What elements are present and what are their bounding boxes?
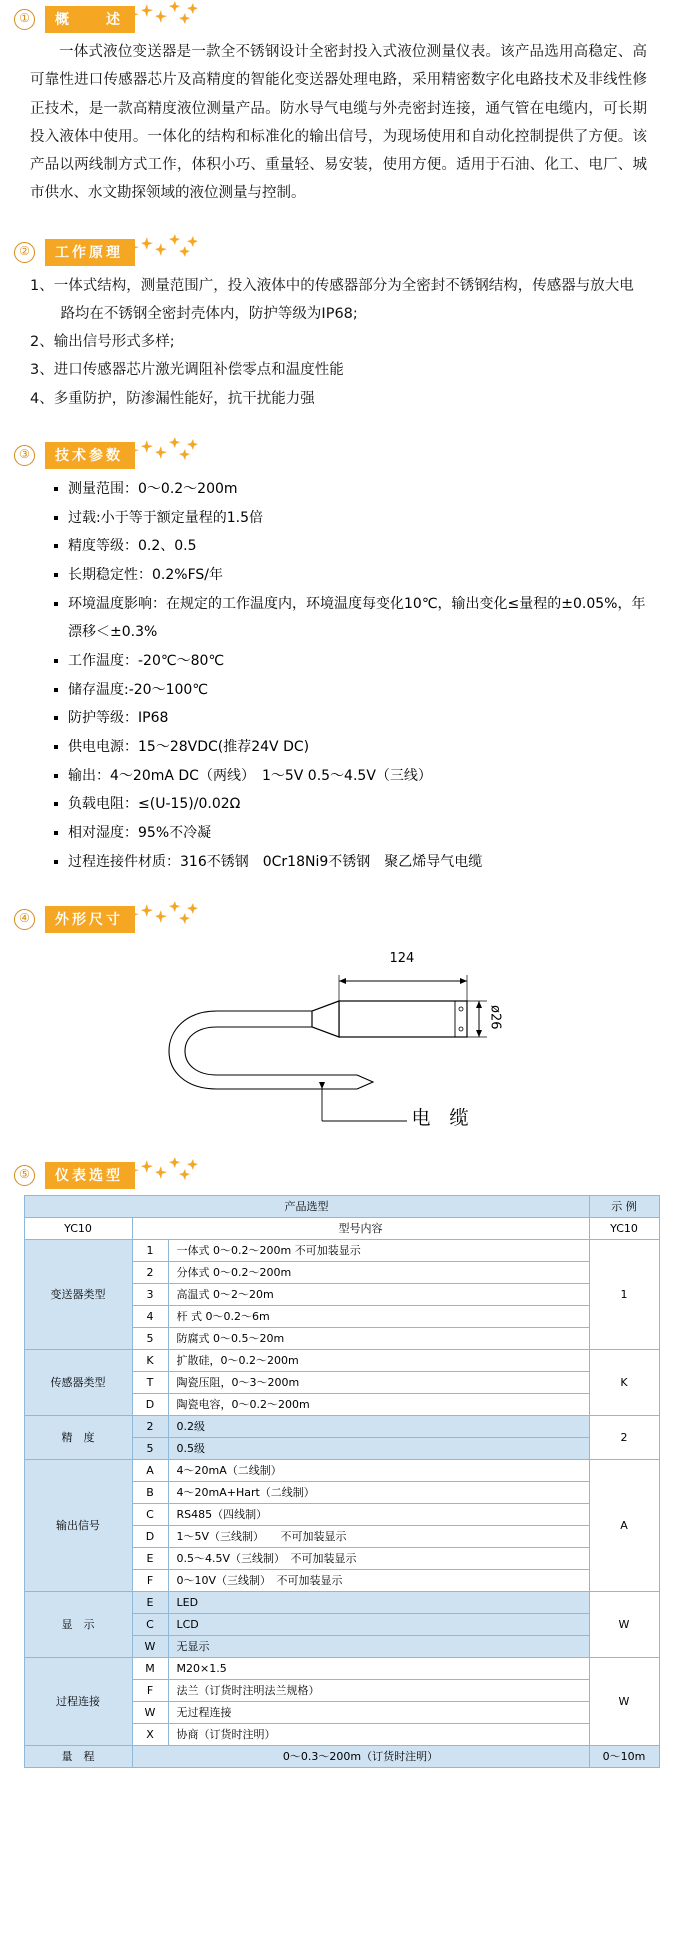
option-code: M [132,1657,168,1679]
option-text: 0～10V（三线制） 不可加装显示 [168,1569,589,1591]
option-text: 高温式 0～2～20m [168,1283,589,1305]
option-text: 无过程连接 [168,1701,589,1723]
option-text: 杆 式 0～0.2～6m [168,1305,589,1327]
sparkle-decoration-icon [125,232,205,262]
option-text: 一体式 0～0.2～200m 不可加装显示 [168,1239,589,1261]
table-row [24,1239,659,1261]
option-code: C [132,1613,168,1635]
list-item: 工作温度：-20℃～80℃ [54,647,653,676]
section-header-selection [14,1163,683,1189]
group-example: 2 [589,1415,659,1459]
table-model-code: YC10 [24,1217,132,1239]
table-row [24,1745,659,1767]
option-code: T [132,1371,168,1393]
overview-paragraph: 一体式液位变送器是一款全不锈钢设计全密封投入式液位测量仪表。该产品选用高稳定、高可靠性进口传感器芯片及高精度的智能化变送器处理电路，采用精密数字化电路技术及非线性修正技术，是一款高精度液位测量产品。防水导气电缆与外壳密封连接，通气管在电缆内，可长期投入液体中使用。一体化的结构和标准化的输出信号，为现场使用和自动化控制提供了方便。该产品以两线制方式工作，体积小巧、重量轻、易安装，使用方便。适用于石油、化工、电厂、城市供水、水文勘探领域的液位测量与控制。 [30,44,647,202]
section-number-1: ① [14,9,35,30]
section-title-dimensions: 外形尺寸 [45,906,135,933]
section-header-overview [14,6,683,32]
option-text: LCD [168,1613,589,1635]
table-group-label: 量 程 [24,1745,132,1767]
option-text: 分体式 0～0.2～200m [168,1261,589,1283]
option-text: 无显示 [168,1635,589,1657]
table-group-label: 传感器类型 [24,1349,132,1415]
table-model-content-header: 型号内容 [132,1217,589,1239]
list-item: 储存温度:-20～100℃ [54,676,653,705]
sparkle-decoration-icon [125,899,205,929]
table-header-product: 产品选型 [24,1195,589,1217]
option-code: W [132,1701,168,1723]
group-example: W [589,1657,659,1745]
section-number-5: ⑤ [14,1165,35,1186]
list-item: 过程连接件材质：316不锈钢 0Cr18Ni9不锈钢 聚乙烯导气电缆 [54,848,653,877]
table-header-example: 示 例 [589,1195,659,1217]
option-code: 5 [132,1437,168,1459]
selection-table [24,1195,660,1768]
cable-label: 电 缆 [411,1106,469,1129]
option-code: E [132,1547,168,1569]
option-code: X [132,1723,168,1745]
table-group-label: 精 度 [24,1415,132,1459]
group-example: 0～10m [589,1745,659,1767]
list-item: 长期稳定性：0.2%FS/年 [54,561,653,590]
option-text: 4～20mA+Hart（二线制） [168,1481,589,1503]
section-header-specs [14,443,683,469]
table-row [24,1349,659,1371]
list-item: 输出：4～20mA DC（两线） 1～5V 0.5～4.5V（三线） [54,762,653,791]
section-number-4: ④ [14,909,35,930]
option-text: 0.5级 [168,1437,589,1459]
section-title-principle: 工作原理 [45,239,135,266]
option-code: 1 [132,1239,168,1261]
table-row [24,1195,659,1217]
list-item: 1、一体式结构，测量范围广，投入液体中的传感器部分为全密封不锈钢结构，传感器与放大电路均在不锈钢全密封壳体内，防护等级为IP68; [30,277,634,322]
option-text: 0.5～4.5V（三线制） 不可加装显示 [168,1547,589,1569]
specs-list [54,475,653,877]
dimension-label-length: 124 [389,950,415,966]
option-code: 5 [132,1327,168,1349]
option-text: M20×1.5 [168,1657,589,1679]
section-title-specs: 技术参数 [45,442,135,469]
section-header-dimensions [14,907,683,933]
option-text: 0～0.3～200m（订货时注明） [132,1745,589,1767]
option-text: 防腐式 0～0.5～20m [168,1327,589,1349]
list-item: 4、多重防护，防渗漏性能好，抗干扰能力强 [30,390,315,407]
list-item: 防护等级：IP68 [54,704,653,733]
list-item: 精度等级：0.2、0.5 [54,532,653,561]
sparkle-decoration-icon [125,1155,205,1185]
document-page [0,6,683,1768]
group-example: K [589,1349,659,1415]
section-title-selection: 仪表选型 [45,1162,135,1189]
option-code: D [132,1525,168,1547]
option-code: K [132,1349,168,1371]
table-row [24,1591,659,1613]
option-code: 4 [132,1305,168,1327]
table-group-label: 过程连接 [24,1657,132,1745]
option-text: 法兰（订货时注明法兰规格） [168,1679,589,1701]
list-item: 测量范围：0～0.2～200m [54,475,653,504]
option-text: LED [168,1591,589,1613]
option-text: 扩散硅，0～0.2～200m [168,1349,589,1371]
sparkle-decoration-icon [125,435,205,465]
list-item: 3、进口传感器芯片激光调阻补偿零点和温度性能 [30,362,344,379]
list-item: 供电电源：15～28VDC(推荐24V DC) [54,733,653,762]
list-item: 相对湿度：95%不冷凝 [54,819,653,848]
option-text: 4～20mA（二线制） [168,1459,589,1481]
option-code: D [132,1393,168,1415]
option-text: 陶瓷压阻，0～3～200m [168,1371,589,1393]
option-code: A [132,1459,168,1481]
table-row [24,1657,659,1679]
sparkle-decoration-icon [125,0,205,29]
group-example: 1 [589,1239,659,1349]
option-code: W [132,1635,168,1657]
group-example: A [589,1459,659,1591]
option-code: F [132,1679,168,1701]
list-item: 过载:小于等于额定量程的1.5倍 [54,504,653,533]
section-number-2: ② [14,242,35,263]
table-example-value: YC10 [589,1217,659,1239]
table-group-label: 变送器类型 [24,1239,132,1349]
option-text: RS485（四线制） [168,1503,589,1525]
table-row [24,1459,659,1481]
table-group-label: 显 示 [24,1591,132,1657]
table-row [24,1415,659,1437]
option-text: 0.2级 [168,1415,589,1437]
product-dimension-drawing [107,943,577,1153]
option-code: E [132,1591,168,1613]
principle-list [30,272,647,413]
list-item: 负载电阻：≤(U-15)/0.02Ω [54,790,653,819]
list-item: 2、输出信号形式多样; [30,334,175,351]
list-item: 环境温度影响：在规定的工作温度内，环境温度每变化10℃，输出变化≤量程的±0.05%，年漂移＜±0.3% [54,590,653,647]
option-text: 1～5V（三线制） 不可加装显示 [168,1525,589,1547]
dimension-label-diameter: ø26 [487,1004,503,1030]
section-header-principle [14,240,683,266]
option-code: 2 [132,1261,168,1283]
group-example: W [589,1591,659,1657]
option-code: 3 [132,1283,168,1305]
section-number-3: ③ [14,445,35,466]
option-code: C [132,1503,168,1525]
section-title-overview: 概 述 [45,6,135,33]
table-row [24,1217,659,1239]
option-code: 2 [132,1415,168,1437]
option-text: 协商（订货时注明） [168,1723,589,1745]
table-group-label: 输出信号 [24,1459,132,1591]
option-code: B [132,1481,168,1503]
option-text: 陶瓷电容，0～0.2～200m [168,1393,589,1415]
option-code: F [132,1569,168,1591]
